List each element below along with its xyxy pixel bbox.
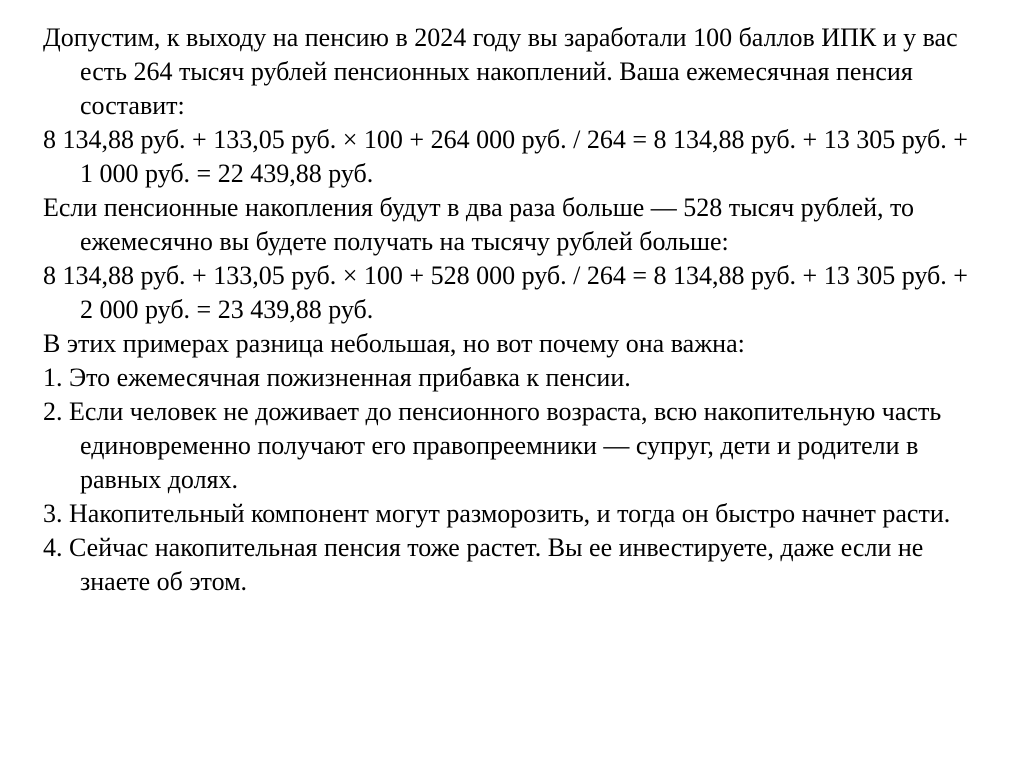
intro-paragraph: Допустим, к выходу на пенсию в 2024 году вы заработали 100 баллов ИПК и у вас есть 264 тысяч рублей пенсионных накоплений. Ваша ежемесячная пенсия составит: (43, 23, 958, 120)
doubled-savings-paragraph: Если пенсионные накопления будут в два раза больше — 528 тысяч рублей, то ежемесячно вы будете получать на тысячу рублей больше: (43, 193, 914, 256)
list-item: 4. Сейчас накопительная пенсия тоже растет. Вы ее инвестируете, даже если не знаете об этом. (43, 533, 924, 596)
difference-paragraph: В этих примерах разница небольшая, но вот почему она важна: (43, 329, 745, 358)
list-item: 3. Накопительный компонент могут разморозить, и тогда он быстро начнет расти. (43, 499, 951, 528)
calculation-line: 8 134,88 руб. + 133,05 руб. × 100 + 528 000 руб. / 264 = 8 134,88 руб. + 13 305 руб. + 2 000 руб. = 23 439,88 руб. (43, 261, 968, 324)
list-item: 1. Это ежемесячная пожизненная прибавка к пенсии. (43, 363, 631, 392)
list-item: 2. Если человек не доживает до пенсионного возраста, всю накопительную часть единовременно получают его правопреемники — супруг, дети и родители в равных долях. (43, 397, 942, 494)
calculation-line: 8 134,88 руб. + 133,05 руб. × 100 + 264 000 руб. / 264 = 8 134,88 руб. + 13 305 руб. + 1 000 руб. = 22 439,88 руб. (43, 125, 968, 188)
document-body (43, 21, 983, 599)
